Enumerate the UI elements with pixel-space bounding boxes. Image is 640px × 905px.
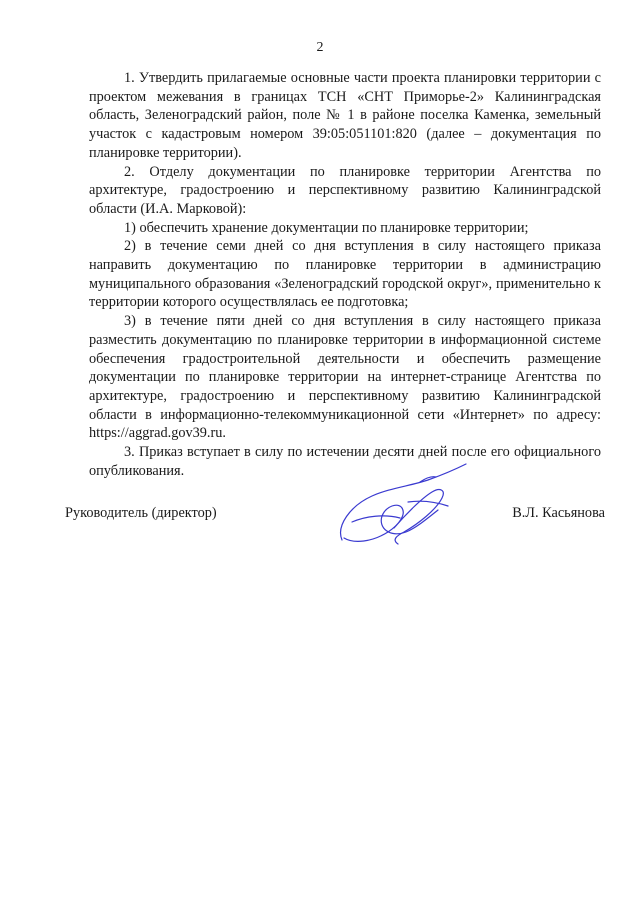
paragraph-send: 2) в течение семи дней со дня вступления в силу настоящего приказа направить документацию по планировке территории в администрацию муниципального образования «Зеленоградский городской округ», применительно к территории которого осуществлялась ее подготовка; [89, 238, 601, 311]
signatory-title: Руководитель (директор) [65, 505, 217, 521]
page-number: 2 [316, 40, 324, 55]
signatory-name: В.Л. Касьянова [512, 505, 605, 521]
handwritten-signature [332, 462, 472, 552]
paragraph-storage: 1) обеспечить хранение документации по планировке территории; [124, 219, 529, 236]
paragraph-department: 2. Отделу документации по планировке территории Агентства по архитектуре, градостроению и перспективному развитию Калининградской области (И.А. Марковой): [89, 163, 601, 217]
paragraph-publish: 3) в течение пяти дней со дня вступления в силу настоящего приказа разместить документацию по планировке территории в информационной системе обеспечения градостроительной деятельности и обеспечить размещение документации по планировке территории на интернет-странице Агентства по архитектуре, градостроению и перспективному развитию Калининградской области в информационно-телекоммуникационной сети «Интернет» по адресу: https://aggrad.gov39.ru. [89, 313, 601, 442]
order-body [89, 69, 601, 480]
paragraph-effect: 3. Приказ вступает в силу по истечении десяти дней после его официального опубликования. [89, 444, 601, 479]
paragraph-approve: 1. Утвердить прилагаемые основные части проекта планировки территории с проектом межевания в границах ТСН «СНТ Приморье-2» Калининградская область, Зеленоградский район, поле № 1 в районе поселка Каменка, земельный участок с кадастровым номером 39:05:051101:820 (далее – документация по планировке территории). [89, 70, 601, 161]
